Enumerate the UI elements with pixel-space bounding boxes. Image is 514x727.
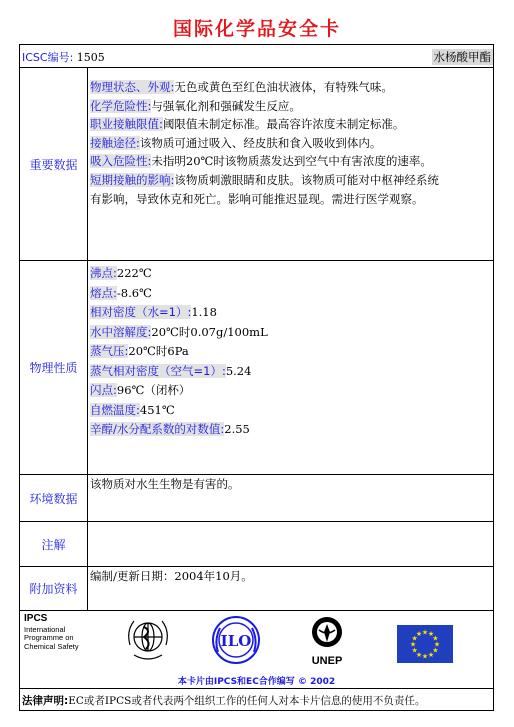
property-line (90, 303, 491, 323)
hazard-key: 吸入危险性: (90, 154, 152, 169)
eu-star-icon: ★ (409, 640, 417, 649)
eu-star-icon: ★ (427, 630, 435, 639)
property-value: 222℃ (116, 266, 152, 280)
property-key: 闪点: (90, 383, 117, 397)
property-key: 相对密度（水=1）: (90, 305, 192, 319)
hazard-text: 该物质可通过吸入、经皮肤和食入吸收到体内。 (139, 135, 382, 150)
disclaimer-text: EC或者IPCS或者代表两个组织工作的任何人对本卡片信息的使用不负责任。 (68, 695, 426, 707)
property-key: 沸点: (90, 266, 117, 280)
icsc-label: ICSC编号: (22, 51, 74, 64)
property-line (90, 420, 491, 440)
eu-star-icon: ★ (421, 628, 429, 637)
hazard-line (90, 78, 491, 97)
property-line (90, 264, 491, 284)
property-value: 20℃时0.07g/100mL (151, 324, 268, 339)
property-value: 96℃（闭杯） (116, 383, 191, 397)
property-key: 熔点: (90, 285, 117, 300)
hazard-text: 与强氧化剂和强碱发生反应。 (151, 98, 301, 113)
hazard-key: 接触途径: (90, 135, 140, 150)
hazard-key: 物理状态、外观: (90, 80, 175, 94)
hazard-key: 短期接触的影响: (90, 172, 175, 187)
additional-text: 编制/更新日期：2004年10月。 (90, 569, 253, 583)
property-key: 蒸气压: (90, 344, 129, 358)
hazard-text: 阈限值未制定标准。最高容许浓度未制定标准。 (162, 117, 405, 132)
eu-star-icon: ★ (427, 650, 435, 659)
eu-star-icon: ★ (411, 646, 418, 655)
icsc-number (22, 49, 105, 65)
ilo-logo-icon (210, 614, 262, 666)
ipcs-logo-text (24, 615, 79, 651)
hazard-key: 职业接触限值: (90, 117, 163, 132)
property-key: 辛醇/水分配系数的对数值: (90, 422, 225, 436)
property-key: 蒸气相对密度（空气=1）: (90, 363, 226, 378)
physical-row (20, 261, 493, 475)
property-line (90, 342, 491, 362)
property-value: 1.18 (191, 305, 217, 319)
hazard-continuation: 有影响，导致休克和死亡。影响可能推迟显现。需进行医学观察。 (90, 191, 424, 206)
additional-label: 附加资料 (20, 567, 88, 610)
hazard-text: 未指明20℃时该物质蒸发达到空气中有害浓度的速率。 (151, 154, 432, 169)
credit-line: 本卡片由IPCS和EC合作编写 © 2002 (177, 677, 336, 687)
physical-label: 物理性质 (20, 261, 88, 474)
property-line (90, 284, 491, 304)
hazard-text: 该物质刺激眼睛和皮肤。该物质可能对中枢神经系统 (174, 172, 439, 187)
unep-logo-icon (304, 614, 350, 654)
physical-content (88, 261, 493, 474)
eu-star-icon: ★ (415, 630, 423, 639)
card-title: 国际化学品安全卡 (172, 18, 341, 40)
notes-row (20, 522, 493, 567)
property-value: 451℃ (139, 402, 175, 417)
hazard-key: 化学危险性: (90, 98, 152, 113)
hazard-line (90, 152, 491, 171)
ipcs-title: IPCS (24, 613, 48, 624)
property-line (90, 362, 491, 382)
unep-label: UNEP (311, 655, 343, 667)
eu-star-icon: ★ (411, 634, 418, 643)
hazard-text: 无色或黄色至红色油状液体，有特殊气味。 (174, 80, 393, 94)
property-value: 20℃时6Pa (128, 344, 189, 358)
property-line (90, 401, 491, 421)
property-key: 自燃温度: (90, 402, 140, 417)
eu-star-icon: ★ (432, 646, 439, 655)
property-line (90, 381, 491, 401)
who-logo-icon (124, 615, 172, 665)
important-data-content (88, 68, 493, 260)
property-value: 5.24 (225, 363, 252, 378)
eu-star-icon: ★ (432, 634, 439, 643)
property-value: 2.55 (224, 422, 250, 436)
hazard-line (90, 134, 491, 153)
environment-row (20, 475, 493, 522)
property-value: -8.6℃ (116, 285, 152, 300)
chemical-name: 水杨酸甲酯 (433, 50, 491, 64)
environment-text: 该物质对水生生物是有害的。 (90, 477, 240, 491)
notes-text (88, 522, 493, 566)
important-data-label: 重要数据 (20, 68, 88, 260)
icsc-value: 1505 (76, 51, 105, 64)
disclaimer-row (20, 689, 493, 710)
eu-star-icon: ★ (421, 652, 429, 661)
ipcs-line: Chemical Safety (24, 641, 79, 651)
important-data-row (20, 68, 493, 261)
environment-label: 环境数据 (20, 475, 88, 521)
additional-row (20, 567, 493, 611)
property-key: 水中溶解度: (90, 324, 152, 339)
header-row (20, 45, 493, 68)
ipcs-line: Programme on (24, 633, 74, 642)
notes-label: 注解 (20, 522, 88, 566)
safety-card (19, 44, 494, 711)
logo-row (20, 611, 493, 689)
ipcs-line: International (24, 624, 66, 634)
svg-text:ILO: ILO (220, 632, 252, 650)
hazard-line (90, 97, 491, 116)
eu-flag-icon (397, 625, 453, 663)
eu-star-icon: ★ (415, 650, 423, 659)
disclaimer-key: 法律声明: (22, 695, 69, 707)
hazard-line (90, 115, 491, 134)
hazard-line (90, 171, 491, 190)
property-line (90, 323, 491, 343)
eu-star-icon: ★ (433, 640, 441, 649)
disclaimer (22, 693, 425, 708)
